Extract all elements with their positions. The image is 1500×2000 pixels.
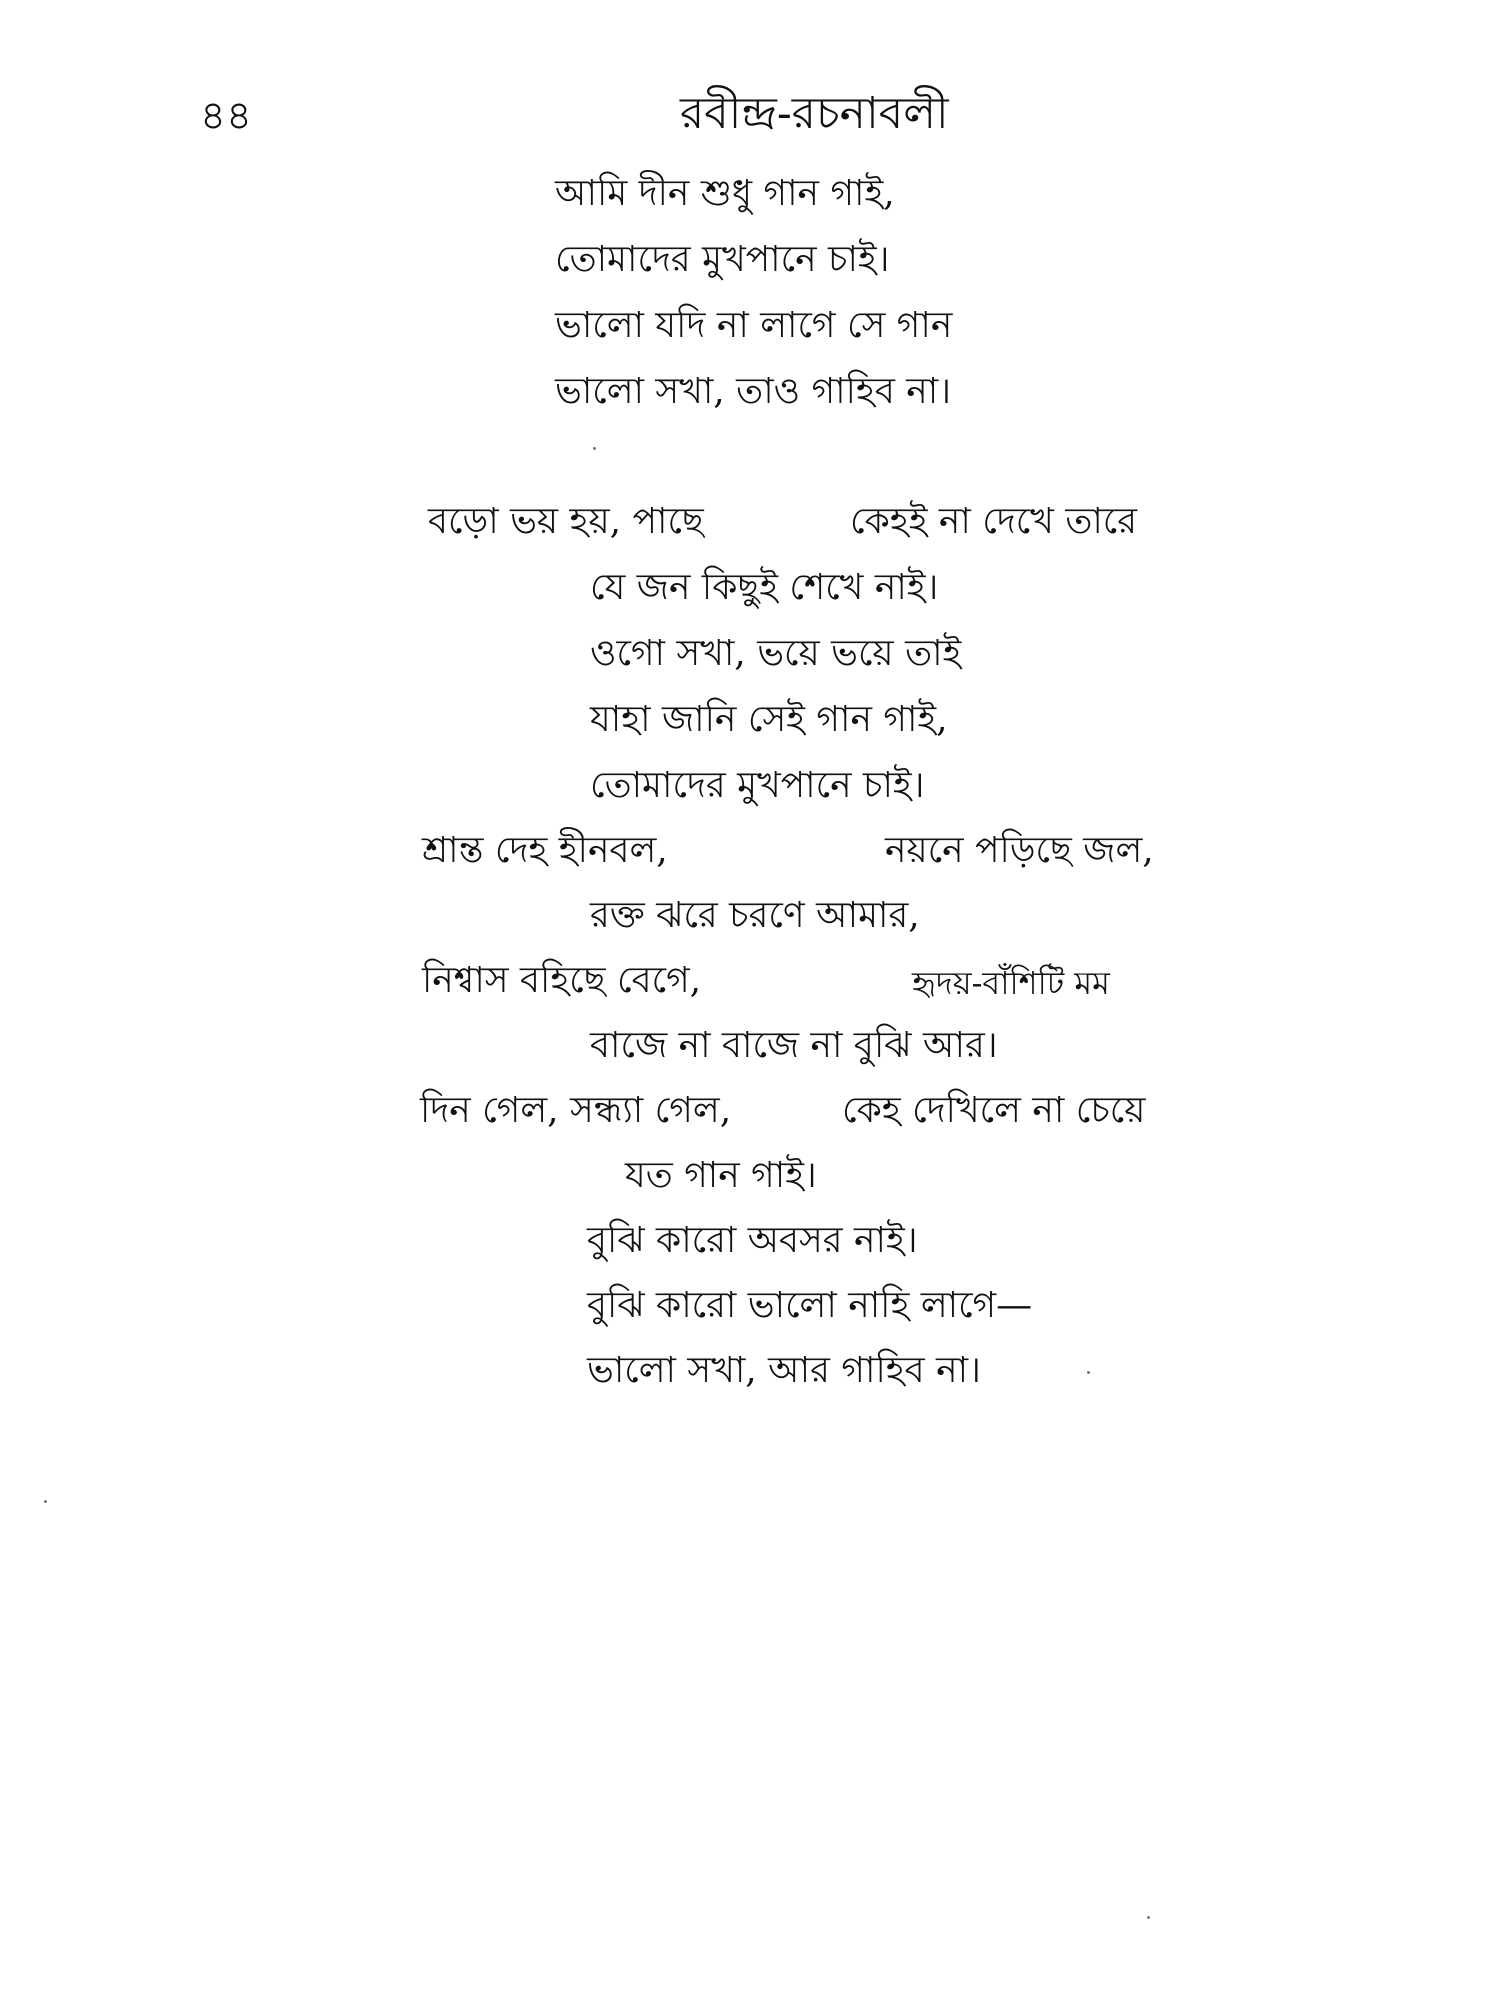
verse-line-left: নিশ্বাস বহিছে বেগে, (422, 960, 702, 1001)
verse-line: ওগো সখা, ভয়ে ভয়ে তাই (590, 633, 962, 674)
scan-speck (593, 447, 596, 450)
verse-line: বুঝি কারো অবসর নাই। (587, 1220, 918, 1261)
verse-line: যে জন কিছুই শেখে নাই। (590, 567, 939, 608)
verse-line: যাহা জানি সেই গান গাই, (590, 699, 948, 740)
verse-line: তোমাদের মুখপানে চাই। (590, 765, 925, 806)
verse-line: ভালো সখা, তাও গাহিব না। (555, 371, 952, 412)
verse-line-left: শ্রান্ত দেহ হীনবল, (422, 830, 668, 871)
verse-line: যত গান গাই। (625, 1155, 817, 1196)
verse-line-right: হৃদয়-বাঁশিটি মম (912, 964, 1110, 1002)
verse-line: ভালো যদি না লাগে সে গান (555, 305, 953, 346)
verse-line-right: কেহই না দেখে তারে (850, 501, 1138, 542)
verse-line: আমি দীন শুধু গান গাই, (555, 173, 895, 214)
verse-line: বুঝি কারো ভালো নাহি লাগে— (587, 1285, 1033, 1326)
scan-speck (44, 1500, 47, 1503)
verse-line-right: কেহ দেখিলে না চেয়ে (842, 1090, 1146, 1131)
verse-line-left: বড়ো ভয় হয়, পাছে (428, 501, 704, 542)
scan-speck (1147, 1916, 1150, 1919)
running-title: রবীন্দ্র-রচনাবলী (680, 88, 949, 139)
verse-line-right: নয়নে পড়িছে জল, (885, 830, 1154, 871)
page-number: ৪৪ (200, 93, 252, 139)
verse-line-left: দিন গেল, সন্ধ্যা গেল, (420, 1090, 732, 1131)
verse-line: বাজে না বাজে না বুঝি আর। (590, 1025, 998, 1066)
scan-speck (1087, 1371, 1090, 1374)
verse-line: রক্ত ঝরে চরণে আমার, (590, 895, 920, 936)
verse-line: তোমাদের মুখপানে চাই। (555, 239, 890, 280)
verse-line: ভালো সখা, আর গাহিব না। (587, 1350, 981, 1391)
